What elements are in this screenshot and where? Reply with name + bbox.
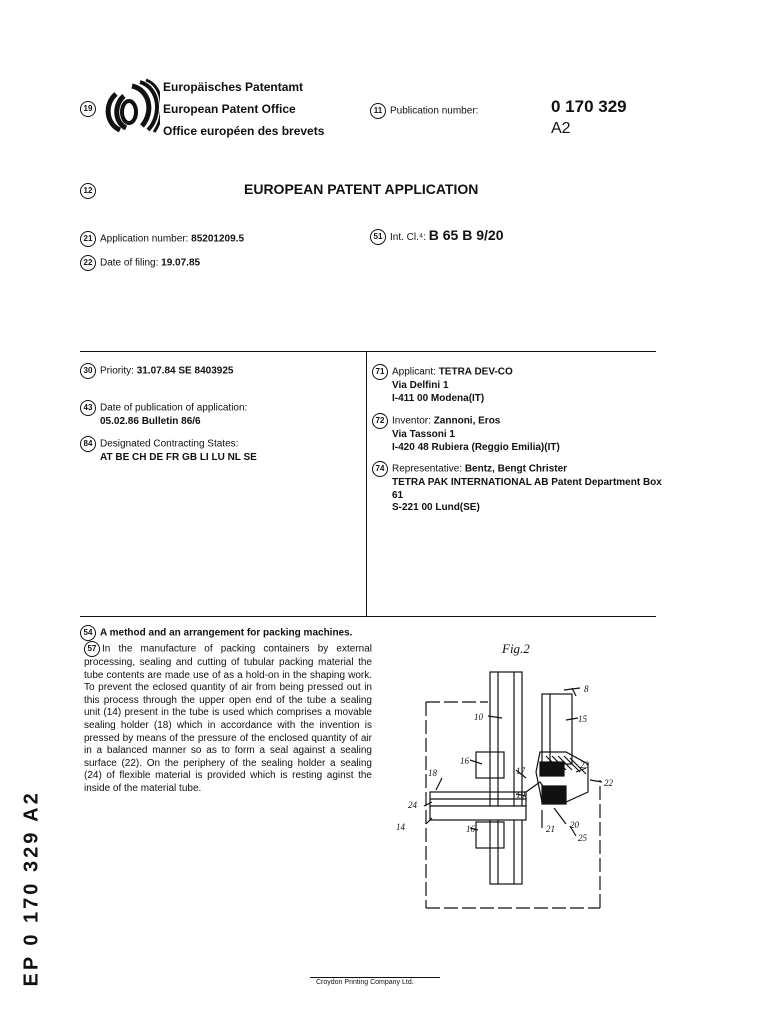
bottom-rule — [80, 616, 656, 617]
svg-text:14: 14 — [396, 822, 405, 832]
representative-field: 74 Representative: Bentz, Bengt Christer TETRA PAK INTERNATIONAL AB Patent Department Box 61 S-221 00 Lund(SE) — [372, 461, 662, 515]
inventor-field: 72 Inventor: Zannoni, Eros Via Tassoni 1 I-420 48 Rubiera (Reggio Emilia)(IT) — [372, 413, 662, 454]
office-name-en: European Patent Office — [163, 102, 296, 116]
abstract: 57 In the manufacture of packing containers by external processing, sealing and cutting of tubular packing material the tube contents are made use of as a hold-on in the shaping work. To prevent the eclosed quantity of air from being pressed out in this process through the upper open end of the tube a sealing unit (14) present in the tube is used which comprises a movable sealing holder (18) which in accordance with the invention is pressed by means of the pressure of the enclosed quantity of air in a balanced manner so as to form a seal against a sealing surface (22). On the periphery of the sealing holder a sealing (24) of flexible material is provided which is resting aginst the inside of the material tube. — [84, 641, 372, 796]
svg-text:16: 16 — [466, 824, 475, 834]
code-12: 12 — [80, 182, 100, 200]
priority-field: 30 Priority: 31.07.84 SE 8403925 — [80, 363, 360, 379]
title-field: 54 A method and an arrangement for packing machines. — [80, 625, 352, 641]
svg-text:18: 18 — [428, 768, 437, 778]
publication-number: 0 170 329 — [551, 97, 627, 116]
office-name-fr: Office européen des brevets — [163, 124, 325, 138]
svg-text:17: 17 — [516, 766, 525, 776]
figure-caption: Fig.2 — [502, 641, 530, 656]
svg-text:22: 22 — [604, 778, 613, 788]
svg-text:15: 15 — [578, 714, 587, 724]
side-publication-number: EP 0 170 329 A2 — [20, 790, 43, 987]
document-type: EUROPEAN PATENT APPLICATION — [244, 181, 479, 197]
svg-text:25: 25 — [578, 833, 587, 843]
figure-2-drawing — [390, 660, 640, 920]
application-number: 21 Application number: 85201209.5 — [80, 231, 244, 247]
top-rule — [80, 351, 656, 352]
svg-text:23: 23 — [580, 760, 589, 770]
svg-text:24: 24 — [408, 800, 417, 810]
epo-logo — [102, 78, 160, 136]
date-of-filing: 22 Date of filing: 19.07.85 — [80, 255, 200, 271]
office-name-de: Europäisches Patentamt — [163, 80, 304, 94]
svg-text:8: 8 — [584, 684, 589, 694]
printer-credit: Croydon Printing Company Ltd. — [316, 979, 414, 986]
publication-date-field: 43 Date of publication of application: 05.02.86 Bulletin 86/6 — [80, 400, 360, 429]
svg-text:21: 21 — [546, 824, 555, 834]
code-19: 19 — [80, 100, 100, 118]
svg-text:20: 20 — [570, 820, 579, 830]
footer-rule — [310, 977, 440, 978]
svg-text:19: 19 — [516, 790, 525, 800]
svg-text:16: 16 — [460, 756, 469, 766]
applicant-field: 71 Applicant: TETRA DEV-CO Via Delfini 1 I-411 00 Modena(IT) — [372, 364, 662, 405]
kind-code: A2 — [551, 120, 571, 137]
int-cl: 51 Int. Cl.⁴: B 65 B 9/20 — [370, 227, 503, 245]
svg-text:10: 10 — [474, 712, 483, 722]
column-divider — [366, 351, 367, 616]
publication-number-label: 11 Publication number: — [370, 103, 478, 119]
designated-states-field: 84 Designated Contracting States: AT BE CH DE FR GB LI LU NL SE — [80, 436, 360, 465]
